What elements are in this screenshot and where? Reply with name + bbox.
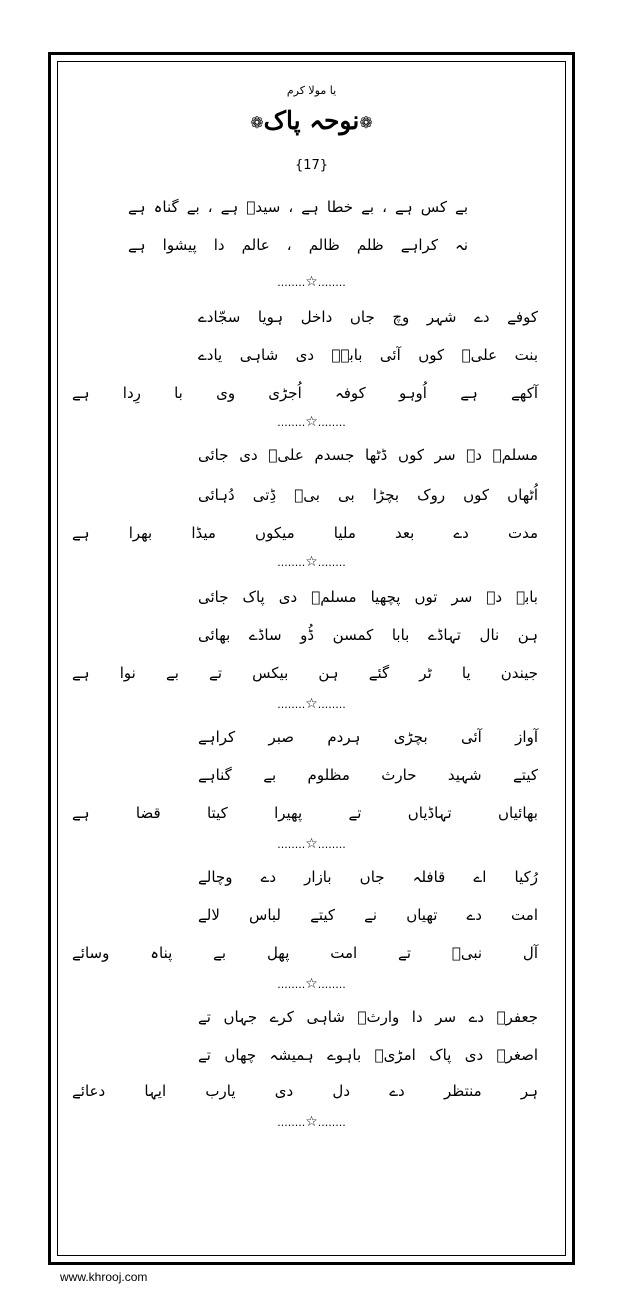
separator-dots: ........ xyxy=(277,416,306,429)
verse-line: بنت علیؑ کوں آئی بابےؑ دی شاہی یادے xyxy=(198,346,538,364)
footer-website: www.khrooj.com xyxy=(60,1270,148,1284)
stanza-separator xyxy=(58,836,565,852)
verse-line: رُکیا اے قافلہ جاں بازار دے وچالے xyxy=(198,868,538,886)
verse-line: امت دے تھیاں نے کیتے لباس لالے xyxy=(198,906,538,924)
separator-dots: ........ xyxy=(277,838,306,851)
page-inner-border xyxy=(57,61,566,1256)
stanza-separator xyxy=(58,414,565,430)
verse-line: مدت دے بعد ملیا میکوں میڈا بھرا ہے xyxy=(72,524,538,542)
separator-dots: ........ xyxy=(317,276,346,289)
verse-line: کوفے دے شہر وچ جاں داخل ہویا سجّادے xyxy=(198,308,538,326)
separator-dots: ........ xyxy=(277,556,306,569)
stanza-separator xyxy=(58,274,565,290)
separator-dots: ........ xyxy=(277,698,306,711)
stanza-separator xyxy=(58,554,565,570)
star-icon: ☆ xyxy=(305,976,318,992)
header-invocation: یا مولا کرم xyxy=(286,84,337,97)
verse-line: آکھے ہے اُوہو کوفہ اُجڑی وی با رِدا ہے xyxy=(72,384,538,402)
star-icon: ☆ xyxy=(305,554,318,570)
stanza-separator xyxy=(58,1114,565,1130)
verse-line: ہر منتظر دے دل دی یارب ایہا دعائے xyxy=(72,1082,538,1100)
stanza-separator xyxy=(58,696,565,712)
verse-line: آل نبیؐ تے امت پھل بے پناہ وسائے xyxy=(72,944,538,962)
poem-number: {17} xyxy=(294,158,329,173)
verse-line: کیتے شہید حارث مظلوم بے گناہے xyxy=(198,766,538,784)
ornament-right-icon: ❁ xyxy=(359,113,373,132)
separator-dots: ........ xyxy=(317,978,346,991)
verse-line: بے کس ہے ، بے خطا ہے ، سیدؑ ہے ، بے گناہ ہے xyxy=(128,198,468,216)
separator-dots: ........ xyxy=(317,416,346,429)
ornament-left-icon: ❁ xyxy=(250,113,264,132)
separator-dots: ........ xyxy=(317,698,346,711)
verse-line: اصغرؔ دی پاک امڑیؑ باہوے ہمیشہ چھاں تے xyxy=(198,1046,538,1064)
star-icon: ☆ xyxy=(305,836,318,852)
separator-dots: ........ xyxy=(277,978,306,991)
verse-line: مسلمؑ دے سر کوں ڈٹھا جسدم علیؑ دی جائی xyxy=(198,446,538,464)
star-icon: ☆ xyxy=(305,1114,318,1130)
star-icon: ☆ xyxy=(305,414,318,430)
verse-line: ہن نال تہاڈے بابا کمسن ڈُو ساڈے بھائی xyxy=(198,626,538,644)
star-icon: ☆ xyxy=(305,696,318,712)
verse-line: جعفرؔ دے سر دا وارثؑ شاہی کرے جہاں تے xyxy=(198,1008,538,1026)
page-title xyxy=(58,106,565,135)
separator-dots: ........ xyxy=(277,1116,306,1129)
verse-line: نہ کراہے ظلم ظالم ، عالم دا پیشوا ہے xyxy=(128,236,468,254)
verse-line: بھائیاں تہاڈیاں تے پھیرا کیتا قضا ہے xyxy=(72,804,538,822)
separator-dots: ........ xyxy=(317,1116,346,1129)
star-icon: ☆ xyxy=(305,274,318,290)
stanza-separator xyxy=(58,976,565,992)
page-title-text: نوحہ پاک xyxy=(263,106,360,135)
page-border xyxy=(48,52,575,1265)
separator-dots: ........ xyxy=(277,276,306,289)
verse-line: آواز آئی بچڑی ہردم صبر کراہے xyxy=(198,728,538,746)
verse-line: اُٹھاں کوں روک بچڑا بی بیؑ ڈِتی دُہائی xyxy=(198,486,538,504)
separator-dots: ........ xyxy=(317,838,346,851)
separator-dots: ........ xyxy=(317,556,346,569)
verse-line: بابے دے سر توں پچھیا مسلمؑ دی پاک جائی xyxy=(198,588,538,606)
verse-line: جیندن یا ٹر گئے ہن بیکس تے بے نوا ہے xyxy=(72,664,538,682)
